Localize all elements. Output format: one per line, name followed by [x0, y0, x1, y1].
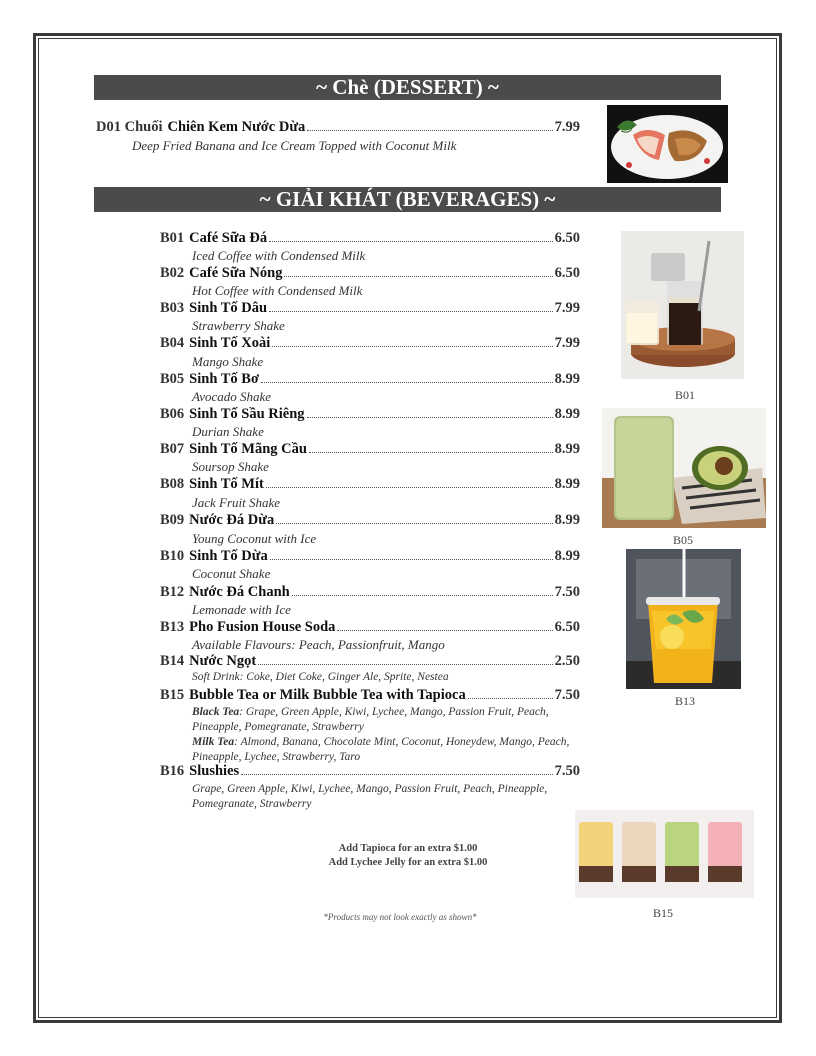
item-price: 7.50 [554, 763, 580, 779]
leader-dots [270, 558, 553, 560]
photo-b01 [621, 231, 744, 379]
item-name: Café Sữa Nóng [189, 265, 283, 281]
item-code: B09 [160, 512, 185, 528]
item-name: Sinh Tố Mãng Cầu [189, 441, 307, 457]
menu-item-b07 [160, 441, 580, 458]
menu-item-b04 [160, 335, 580, 352]
tapioca-note: Add Tapioca for an extra $1.00 [338, 843, 478, 854]
menu-item-b06 [160, 406, 580, 423]
item-description: Avocado Shake [192, 389, 272, 404]
item-description: Iced Coffee with Condensed Milk [192, 248, 366, 263]
leader-dots [269, 240, 552, 242]
item-price: 6.50 [554, 619, 580, 635]
item-price: 7.50 [554, 584, 580, 600]
disclaimer: *Products may not look exactly as shown* [323, 912, 477, 922]
menu-item-b09 [160, 512, 580, 529]
milk-tea-flavours: : Almond, Banana, Chocolate Mint, Coconut, Honeydew, Mango, Peach, Pineapple, Lychee, Strawberry, Taro [192, 736, 570, 763]
item-price: 8.99 [554, 441, 580, 457]
item-description: Available Flavours: Peach, Passionfruit, Mango [192, 637, 445, 652]
leader-dots [337, 629, 552, 631]
photo-b05 [602, 408, 766, 528]
dessert-banner: ~ Chè (DESSERT) ~ [94, 75, 721, 100]
leader-dots [309, 451, 553, 453]
leader-dots [468, 697, 553, 699]
bubble-tea-flavours [192, 705, 592, 765]
item-description: Jack Fruit Shake [192, 495, 281, 510]
item-price: 7.99 [554, 300, 580, 316]
menu-item-b14 [160, 653, 580, 670]
item-description: Deep Fried Banana and Ice Cream Topped with Coconut Milk [132, 138, 457, 153]
item-name: Nước Đá Dừa [189, 512, 275, 528]
item-name: Bubble Tea or Milk Bubble Tea with Tapioca [189, 687, 466, 703]
leader-dots [266, 486, 553, 488]
item-description: Strawberry Shake [192, 318, 285, 333]
item-description: Young Coconut with Ice [192, 531, 317, 546]
caption-b13: B13 [674, 694, 695, 708]
item-code: B01 [160, 230, 185, 246]
item-code: B06 [160, 406, 185, 422]
photo-b15 [575, 810, 754, 898]
item-name: Sinh Tố Mít [189, 476, 264, 492]
item-description: Coconut Shake [192, 566, 271, 581]
menu-item-b16 [160, 763, 580, 780]
item-name: Sinh Tố Xoài [189, 335, 271, 351]
item-description: Mango Shake [192, 354, 264, 369]
item-price: 7.50 [554, 687, 580, 703]
milk-tea-label: Milk Tea [192, 736, 235, 748]
leader-dots [272, 345, 552, 347]
item-code: B10 [160, 548, 185, 564]
leader-dots [261, 381, 553, 383]
item-description: Lemonade with Ice [192, 602, 291, 617]
menu-item-b01 [160, 230, 580, 247]
item-code: B02 [160, 265, 185, 281]
beverages-banner: ~ GIẢI KHÁT (BEVERAGES) ~ [94, 187, 721, 212]
item-description: Hot Coffee with Condensed Milk [192, 283, 363, 298]
photo-b13 [626, 549, 741, 689]
item-code: B04 [160, 335, 185, 351]
item-description: Grape, Green Apple, Kiwi, Lychee, Mango, Passion Fruit, Peach, Pineapple, Pomegranate, Strawberry [192, 783, 548, 810]
item-name: Café Sữa Đá [189, 230, 268, 246]
black-tea-label: Black Tea [192, 706, 240, 718]
item-description: Soft Drink: Coke, Diet Coke, Ginger Ale, Sprite, Nestea [192, 671, 449, 683]
caption-b05: B05 [672, 533, 693, 547]
leader-dots [241, 773, 552, 775]
menu-item-b10 [160, 548, 580, 565]
black-tea-line [192, 705, 592, 735]
item-code: B16 [160, 763, 185, 779]
lychee-note: Add Lychee Jelly for an extra $1.00 [328, 857, 488, 868]
item-name: Chiên Kem Nước Dừa [167, 119, 306, 135]
item-code: B14 [160, 653, 185, 669]
item-code: B08 [160, 476, 185, 492]
menu-item-b15 [160, 687, 580, 704]
item-price: 2.50 [554, 653, 580, 669]
item-code: B03 [160, 300, 185, 316]
leader-dots [258, 663, 552, 665]
item-name: Slushies [189, 763, 240, 779]
item-code: B05 [160, 371, 185, 387]
item-name: Sinh Tố Bơ [189, 371, 260, 387]
item-description: Durian Shake [192, 424, 264, 439]
menu-item-b05 [160, 371, 580, 388]
leader-dots [284, 275, 552, 277]
milk-tea-line [192, 735, 592, 765]
item-price: 7.99 [554, 335, 580, 351]
item-price: 7.99 [554, 119, 580, 135]
menu-item-b02 [160, 265, 580, 282]
menu-item-b13 [160, 619, 580, 636]
item-price: 8.99 [554, 548, 580, 564]
item-price: 8.99 [554, 406, 580, 422]
leader-dots [292, 594, 553, 596]
leader-dots [307, 129, 552, 131]
item-code: D01 Chuối [96, 119, 163, 135]
item-price: 8.99 [554, 476, 580, 492]
item-price: 6.50 [554, 265, 580, 281]
item-price: 8.99 [554, 512, 580, 528]
item-name: Nước Đá Chanh [189, 584, 290, 600]
menu-item-b08 [160, 476, 580, 493]
item-code: B15 [160, 687, 185, 703]
leader-dots [269, 310, 553, 312]
item-name: Pho Fusion House Soda [189, 619, 336, 635]
item-code: B13 [160, 619, 185, 635]
item-code: B07 [160, 441, 185, 457]
menu-item-d01 [96, 119, 580, 136]
menu-item-b03 [160, 300, 580, 317]
item-price: 6.50 [554, 230, 580, 246]
item-name: Sinh Tố Sầu Riêng [189, 406, 305, 422]
leader-dots [276, 522, 552, 524]
item-price: 8.99 [554, 371, 580, 387]
caption-b01: B01 [674, 388, 695, 402]
item-code: B12 [160, 584, 185, 600]
item-name: Sinh Tố Dâu [189, 300, 268, 316]
dessert-photo [607, 105, 728, 183]
item-description: Soursop Shake [192, 459, 269, 474]
menu-item-b12 [160, 584, 580, 601]
item-name: Nước Ngọt [189, 653, 257, 669]
black-tea-flavours: : Grape, Green Apple, Kiwi, Lychee, Mango, Passion Fruit, Peach, Pineapple, Pomegranate, Strawberry [192, 706, 549, 733]
item-name: Sinh Tố Dừa [189, 548, 268, 564]
leader-dots [307, 416, 553, 418]
caption-b15: B15 [652, 906, 673, 920]
